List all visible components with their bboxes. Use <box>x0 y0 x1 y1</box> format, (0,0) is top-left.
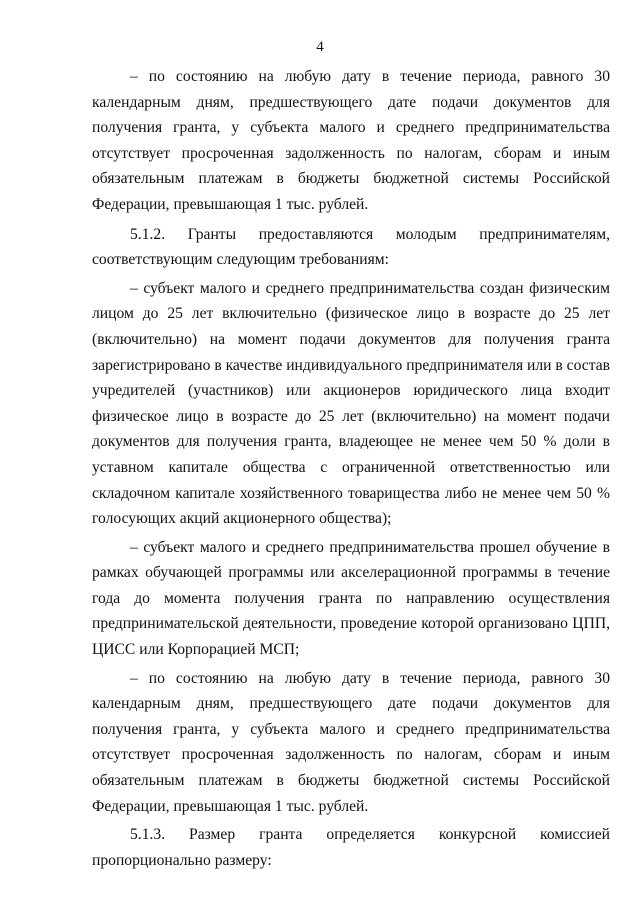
paragraph-clause-5-1-2: 5.1.2. Гранты предоставляются молодым предпринимателям, соответствующим следующим требованиям: <box>92 225 610 269</box>
paragraph-clause-5-1-3: 5.1.3. Размер гранта определяется конкурсной комиссией пропорционально размеру: <box>92 826 610 869</box>
document-body <box>92 64 610 876</box>
page-number: 4 <box>316 39 324 55</box>
paragraph-founder-age: – субъект малого и среднего предпринимательства создан физическим лицом до 25 лет включительно (физическое лицо в возрасте до 25 лет (включительно) на момент подачи документов для получения гранта зарегистрировано в качестве индивидуального предпринимателя или в состав учредителей (участников) или акционеров юридического лица входит физическое лицо в возрасте до 25 лет (включительно) на момент подачи документов для получения гранта, владеющее не менее чем 50 % доли в уставном капитале общества с ограниченной ответственностью или складочном капитале хозяйственного товарищества либо не менее чем 50 % голосующих акций акционерного общества); <box>92 279 610 528</box>
paragraph-no-tax-debt: – по состоянию на любую дату в течение периода, равного 30 календарным дням, предшествующего дате подачи документов для получения гранта, у субъекта малого и среднего предпринимательства отсутствует просроченная задолженность по налогам, сборам и иным обязательным платежам в бюджеты бюджетной системы Российской Федерации, превышающая 1 тыс. рублей. <box>92 68 610 213</box>
paragraph-no-tax-debt-repeat: – по состоянию на любую дату в течение периода, равного 30 календарным дням, предшествующего дате подачи документов для получения гранта, у субъекта малого и среднего предпринимательства отсутствует просроченная задолженность по налогам, сборам и иным обязательным платежам в бюджеты бюджетной системы Российской Федерации, превышающая 1 тыс. рублей. <box>92 669 610 815</box>
paragraph-training: – субъект малого и среднего предпринимательства прошел обучение в рамках обучающей программы или акселерационной программы в течение года до момента получения гранта по направлению осуществления предпринимательской деятельности, проведение которой организовано ЦПП, ЦИСС или Корпорацией МСП; <box>92 538 610 659</box>
